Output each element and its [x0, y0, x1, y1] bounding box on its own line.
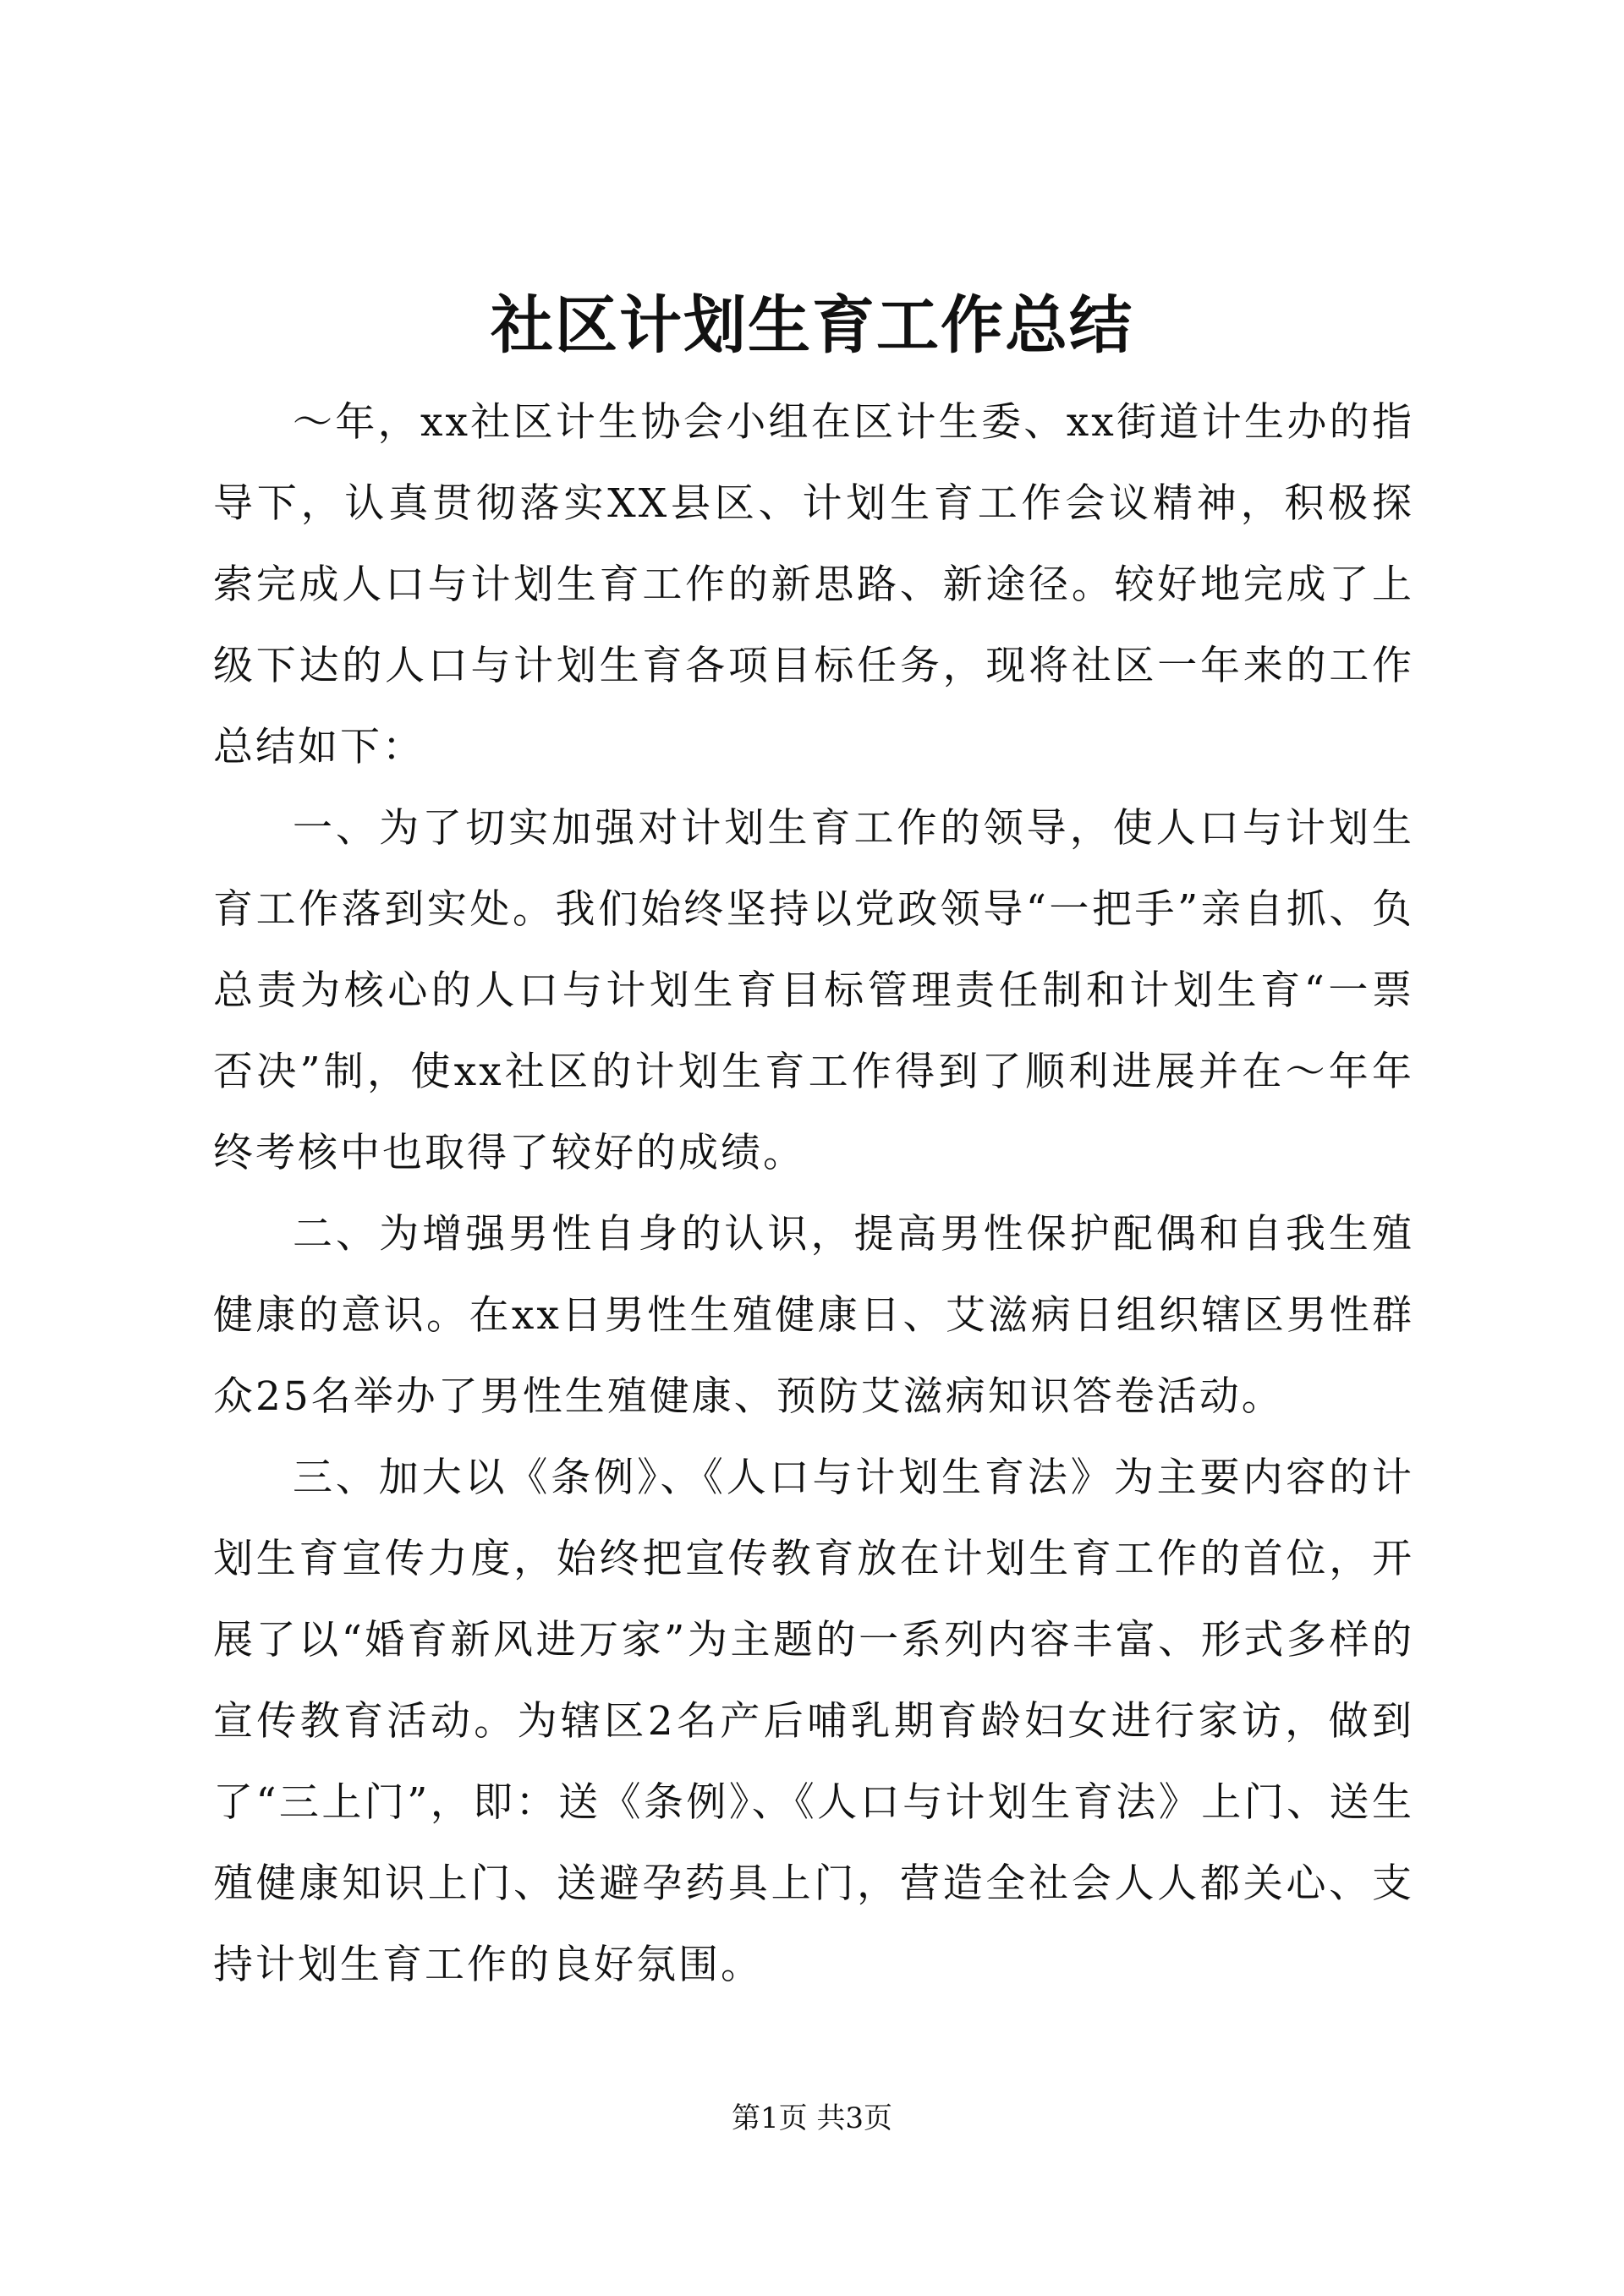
document-title: 社区计划生育工作总结: [491, 289, 1133, 362]
document-body: [213, 382, 1414, 2006]
paragraph-section-1: 一、为了切实加强对计划生育工作的领导，使人口与计划生育工作落到实处。我们始终坚持以党政领导“一把手”亲自抓、负总责为核心的人口与计划生育目标管理责任制和计划生育“一票否决”制，使xx社区的计划生育工作得到了顺利进展并在～年年终考核中也取得了较好的成绩。: [213, 805, 1414, 1176]
paragraph-intro: ～年，xx社区计生协会小组在区计生委、xx街道计生办的指导下，认真贯彻落实XX县区、计划生育工作会议精神，积极探索完成人口与计划生育工作的新思路、新途径。较好地完成了上级下达的人口与计划生育各项目标任务，现将社区一年来的工作总结如下：: [213, 399, 1414, 770]
page-number-footer: 第1页 共3页: [731, 2101, 893, 2135]
paragraph-section-3: 三、加大以《条例》、《人口与计划生育法》为主要内容的计划生育宣传力度，始终把宣传教育放在计划生育工作的首位，开展了以“婚育新风进万家”为主题的一系列内容丰富、形式多样的宣传教育活动。为辖区2名产后哺乳期育龄妇女进行家访，做到了“三上门”，即：送《条例》、《人口与计划生育法》上门、送生殖健康知识上门、送避孕药具上门，营造全社会人人都关心、支持计划生育工作的良好氛围。: [213, 1455, 1414, 1988]
paragraph-section-2: 二、为增强男性自身的认识，提高男性保护配偶和自我生殖健康的意识。在xx日男性生殖健康日、艾滋病日组织辖区男性群众25名举办了男性生殖健康、预防艾滋病知识答卷活动。: [213, 1211, 1414, 1420]
